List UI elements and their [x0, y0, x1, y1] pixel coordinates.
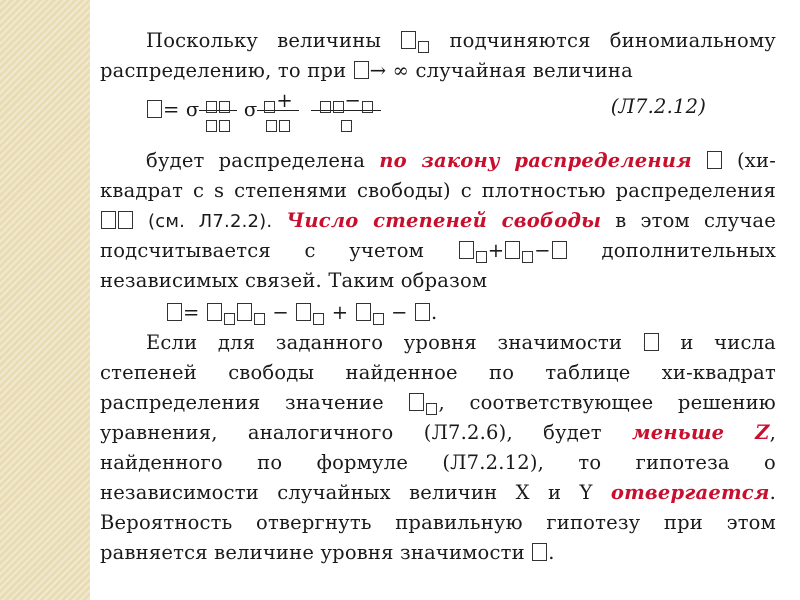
formula-glyph [101, 211, 116, 229]
formula-glyph [707, 151, 722, 169]
paragraph-3-line-7: Вероятность отвергнуть правильную гипотезу при этом [100, 511, 776, 534]
equation-chi-square: = σ σ + − (Л7.2.12) [100, 92, 776, 136]
highlight-term: меньше Z [632, 421, 770, 444]
paragraph-3-line-1: Если для заданного уровня значимости и числа [146, 331, 776, 354]
formula-glyph [644, 333, 659, 351]
paragraph-3-line-6: независимости случайных величин X и Y отвергается. [100, 481, 776, 504]
formula-fraction: − [311, 92, 381, 129]
paragraph-1-line-2: распределению, то при → ∞ случайная величина [100, 59, 633, 82]
formula-fraction: + [257, 92, 299, 129]
formula-glyph [532, 543, 547, 561]
formula-glyph [418, 41, 429, 53]
equation-label: (Л7.2.12) [610, 95, 706, 118]
paragraph-3-line-5: найденного по формуле (Л7.2.12), то гипотеза о [100, 451, 776, 474]
formula-glyph [401, 31, 416, 49]
paragraph-2-line-4: подсчитывается с учетом + − дополнительных [100, 239, 777, 262]
paragraph-3-line-4: уравнения, аналогичного (Л7.2.6), будет меньше Z, [100, 421, 776, 444]
paragraph-3-line-3: распределения значение , соответствующее решению [100, 391, 776, 414]
paragraph-2-line-1: будет распределена по закону распределения (хи- [146, 149, 776, 172]
formula-glyph [167, 303, 182, 321]
paragraph-2-line-5: независимых связей. Таким образом [100, 269, 488, 292]
formula-glyph [147, 100, 162, 118]
paragraph-3-line-2: степеней свободы найденное по таблице хи-квадрат [100, 361, 776, 384]
highlight-term: Число степеней свободы [286, 209, 602, 232]
highlight-term: по закону распределения [379, 149, 692, 172]
formula-glyph [354, 61, 369, 79]
paragraph-2-line-2: квадрат с s степенями свободы) с плотностью распределения [100, 179, 776, 202]
paragraph-1-line-1: Поскольку величины подчиняются биномиальному [146, 29, 776, 52]
paragraph-3-line-8: равняется величине уровня значимости . [100, 541, 555, 564]
highlight-term: отвергается [610, 481, 770, 504]
formula-glyph [118, 211, 133, 229]
formula-fraction [199, 92, 237, 129]
paragraph-2-line-3: (см. Л7.2.2). Число степеней свободы в этом случае [100, 206, 776, 236]
decorative-margin-bar [0, 0, 90, 600]
equation-degrees-of-freedom: = − + − . [100, 298, 776, 328]
